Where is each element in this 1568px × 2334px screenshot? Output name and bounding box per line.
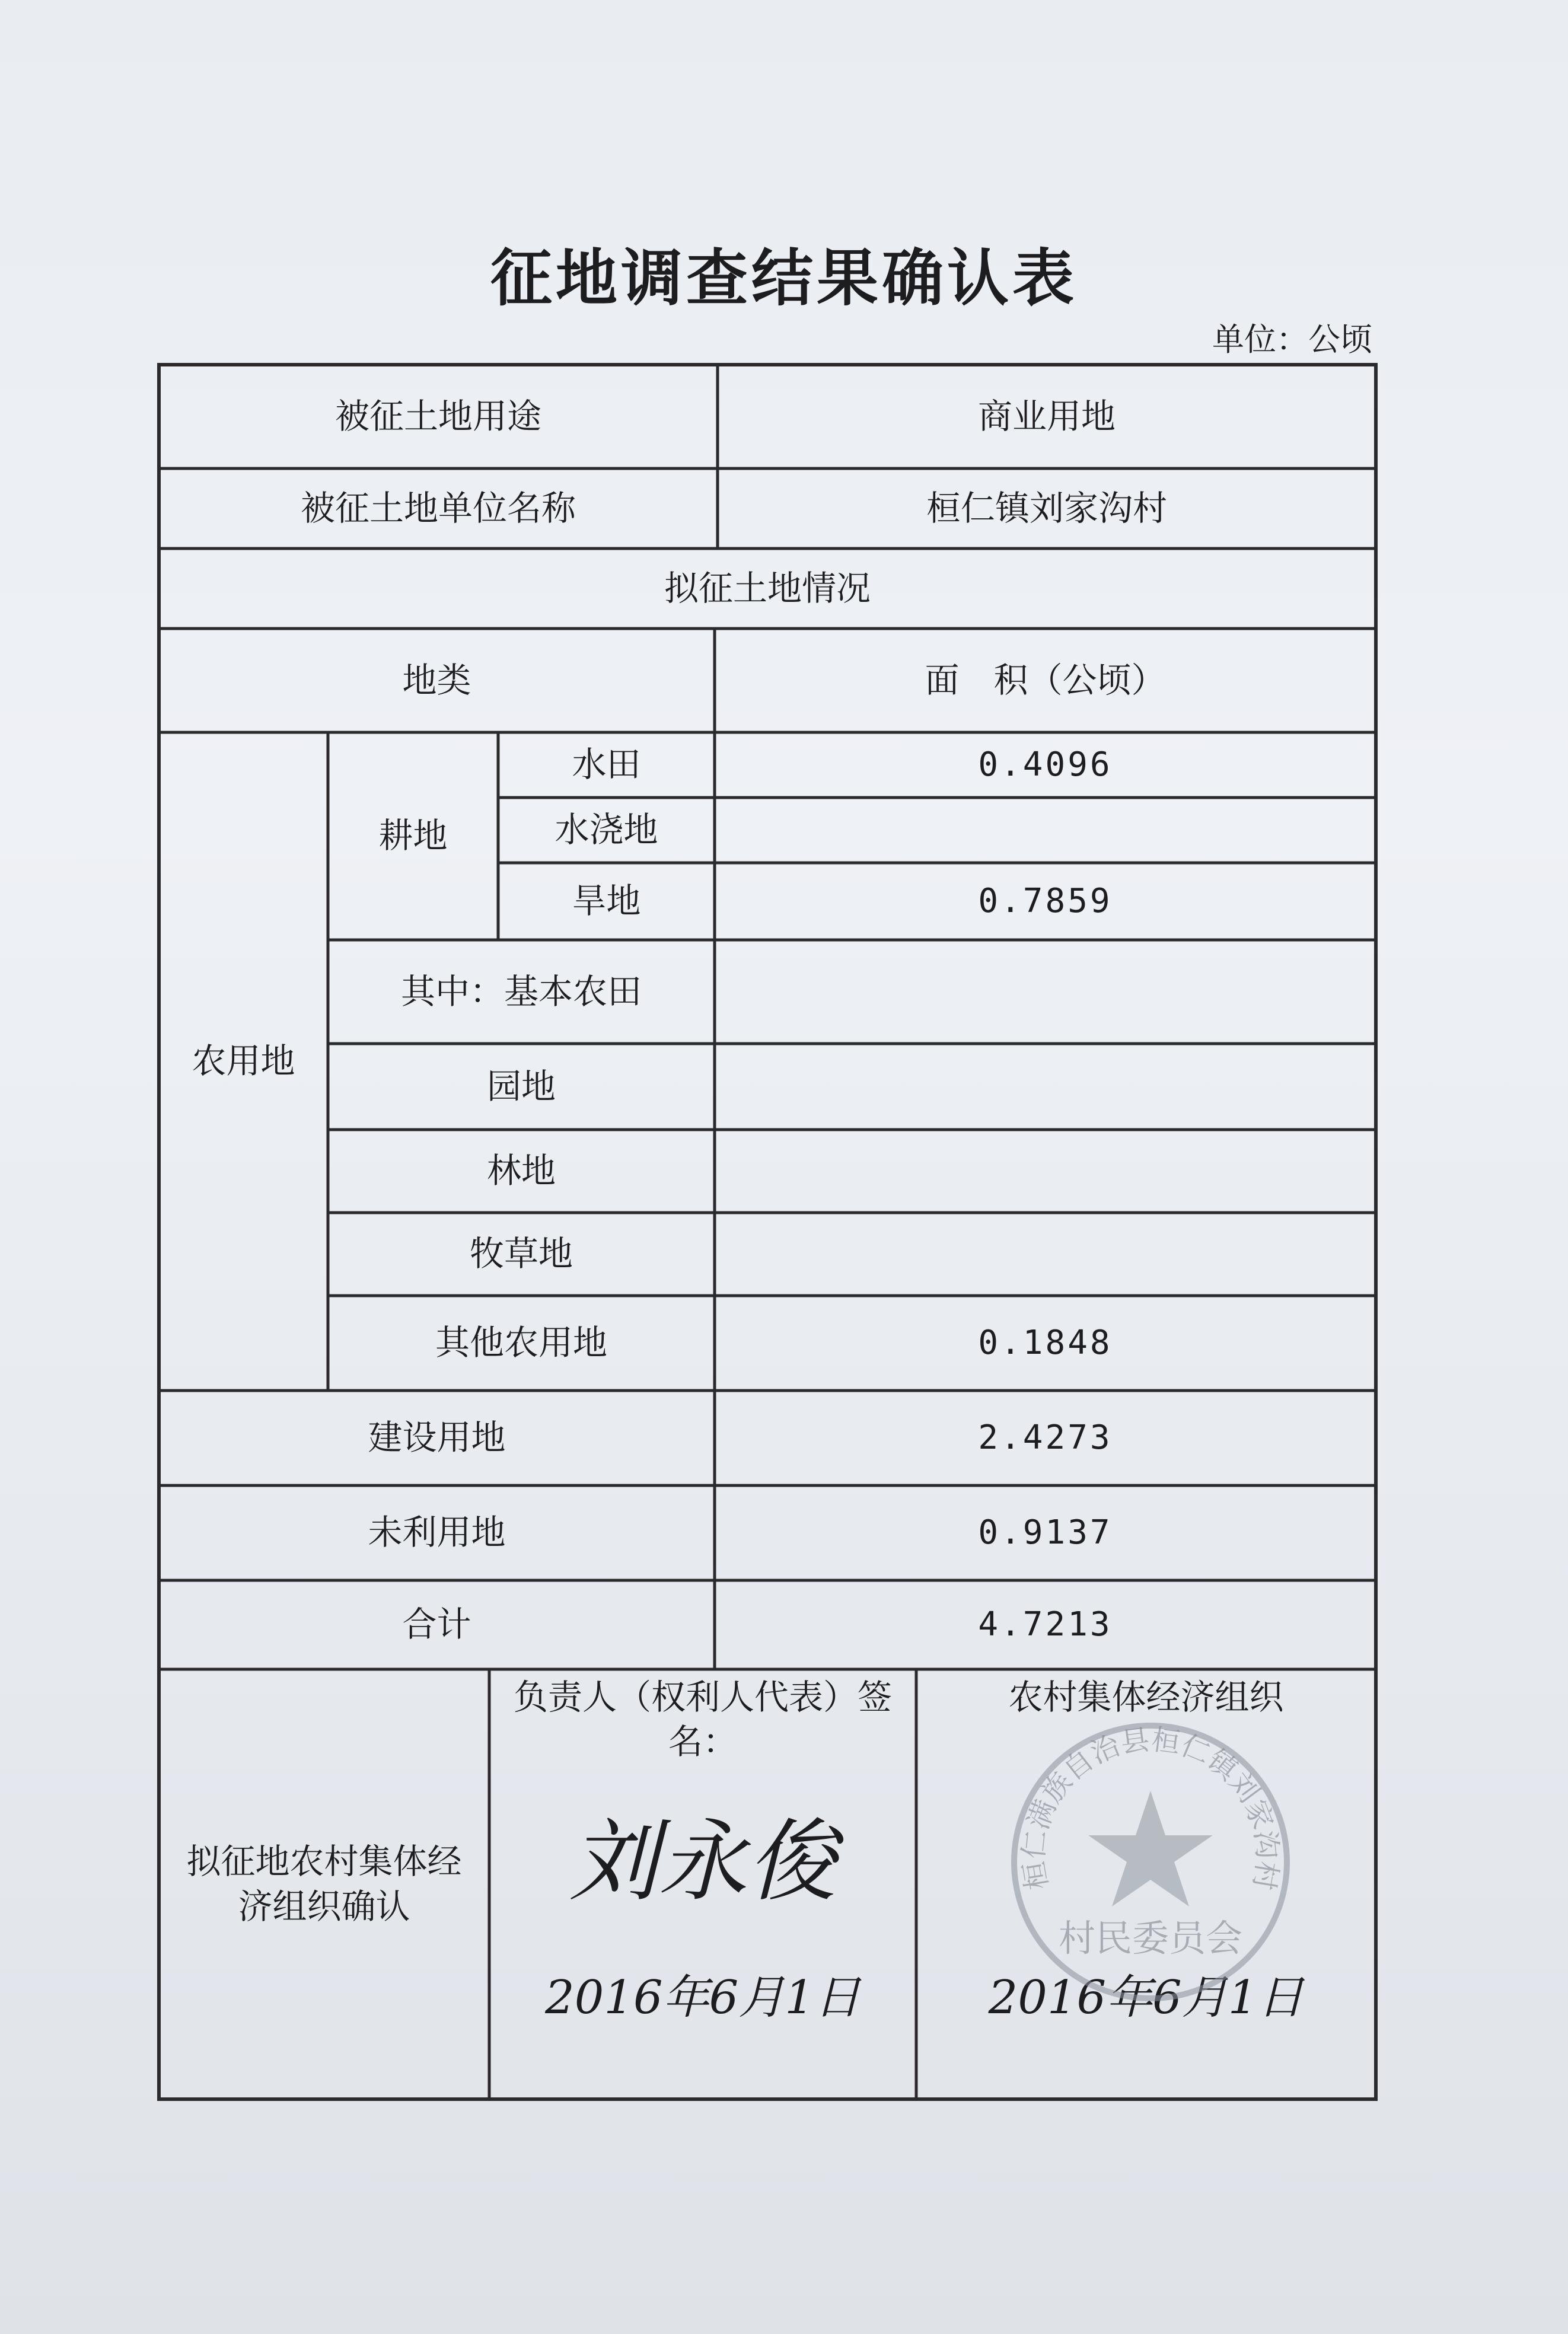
unit-name-label: 被征土地单位名称 — [300, 487, 576, 528]
garden-label: 园地 — [486, 1066, 556, 1107]
total-value: 4.7213 — [978, 1605, 1113, 1644]
paddy-label: 水田 — [572, 744, 641, 785]
area-header: 面 积（公顷） — [925, 659, 1166, 700]
signature: 刘永俊 — [569, 1810, 836, 1914]
forest-value — [715, 1130, 1376, 1213]
irrigated-value — [715, 798, 1376, 863]
pasture-label: 牧草地 — [469, 1233, 573, 1274]
other-agri-value: 0.1848 — [978, 1323, 1113, 1362]
purpose-value: 商业用地 — [977, 396, 1116, 436]
construction-label: 建设用地 — [368, 1417, 506, 1458]
dry-value: 0.7859 — [978, 881, 1113, 920]
dry-label: 旱地 — [572, 881, 641, 922]
unused-label: 未利用地 — [368, 1512, 506, 1553]
unit-name-value: 桓仁镇刘家沟村 — [926, 487, 1167, 528]
official-stamp — [1002, 1714, 1299, 2010]
section-header: 拟征土地情况 — [664, 567, 871, 608]
date-left: 2016年6月1日 — [545, 1971, 861, 2025]
responsible-label: 负责人（权利人代表）签名： — [513, 1677, 892, 1762]
basic-farmland-value — [715, 940, 1376, 1044]
stamp-ring-text: 桓仁满族自治县桓仁镇刘家沟村 — [1016, 1723, 1285, 1893]
construction-value: 2.4273 — [978, 1418, 1113, 1457]
garden-value — [715, 1044, 1376, 1130]
agricultural-label: 农用地 — [192, 1041, 295, 1082]
unit-label: 单位：公顷 — [1212, 321, 1372, 358]
document-title: 征地调查结果确认表 — [490, 242, 1078, 314]
purpose-label: 被征土地用途 — [334, 396, 541, 436]
confirm-label: 拟征地农村集体经济组织确认 — [186, 1841, 462, 1927]
total-label: 合计 — [402, 1604, 471, 1645]
irrigated-label: 水浇地 — [554, 809, 658, 850]
forest-label: 林地 — [486, 1150, 556, 1191]
stamp-center-text: 村民委员会 — [1058, 1917, 1243, 1960]
land-type-header: 地类 — [402, 659, 471, 700]
pasture-value — [715, 1213, 1376, 1296]
paddy-value: 0.4096 — [978, 745, 1113, 784]
other-agri-label: 其他农用地 — [435, 1322, 607, 1363]
date-right: 2016年6月1日 — [988, 1971, 1304, 2025]
basic-farmland-label: 其中：基本农田 — [400, 971, 642, 1012]
cultivated-label: 耕地 — [378, 815, 448, 856]
org-label: 农村集体经济组织 — [1008, 1677, 1284, 1717]
unused-value: 0.9137 — [978, 1513, 1113, 1552]
